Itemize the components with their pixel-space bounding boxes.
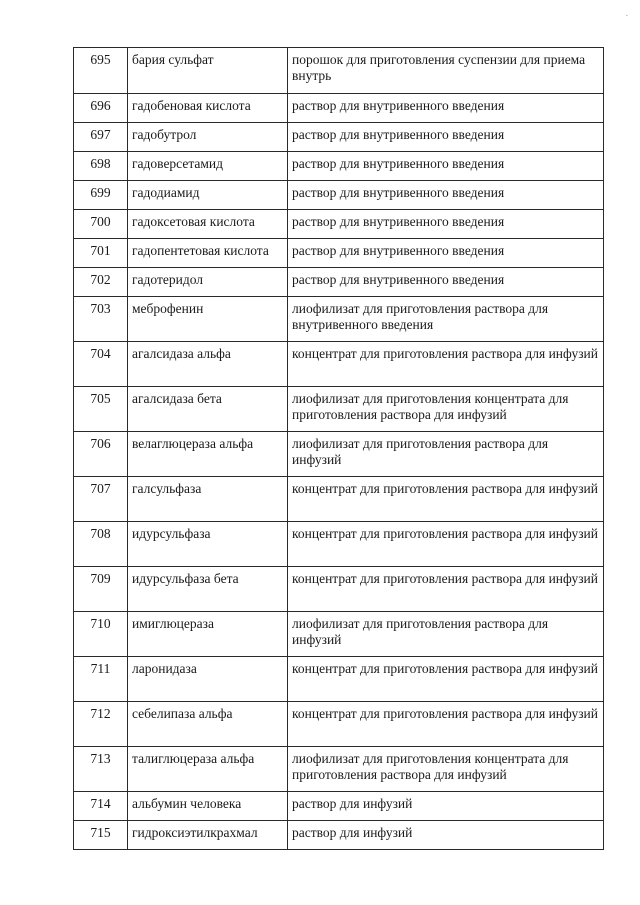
drug-name: гадоксетовая кислота (128, 210, 288, 239)
row-number: 704 (74, 342, 128, 387)
dosage-form: раствор для внутривенного введения (288, 268, 604, 297)
drug-name: ларонидаза (128, 657, 288, 702)
row-number: 705 (74, 387, 128, 432)
drug-registry-table (73, 47, 604, 850)
dosage-form: концентрат для приготовления раствора для инфузий (288, 522, 604, 567)
row-number: 695 (74, 48, 128, 94)
dosage-form: концентрат для приготовления раствора для инфузий (288, 567, 604, 612)
drug-name: гадобеновая кислота (128, 94, 288, 123)
page-corner-mark: . (625, 8, 628, 18)
dosage-form: раствор для внутривенного введения (288, 181, 604, 210)
dosage-form: лиофилизат для приготовления концентрата для приготовления раствора для инфузий (288, 387, 604, 432)
table-row (74, 123, 604, 152)
drug-name: идурсульфаза бета (128, 567, 288, 612)
dosage-form: раствор для инфузий (288, 821, 604, 850)
table-row (74, 152, 604, 181)
dosage-form: лиофилизат для приготовления концентрата для приготовления раствора для инфузий (288, 747, 604, 792)
drug-name: талиглюцераза альфа (128, 747, 288, 792)
drug-name: гадоверсетамид (128, 152, 288, 181)
dosage-form: концентрат для приготовления раствора для инфузий (288, 702, 604, 747)
dosage-form: раствор для инфузий (288, 792, 604, 821)
table-row (74, 268, 604, 297)
drug-name: меброфенин (128, 297, 288, 342)
row-number: 699 (74, 181, 128, 210)
dosage-form: порошок для приготовления суспензии для приема внутрь (288, 48, 604, 94)
table-row (74, 94, 604, 123)
row-number: 701 (74, 239, 128, 268)
drug-name: идурсульфаза (128, 522, 288, 567)
dosage-form: лиофилизат для приготовления раствора для инфузий (288, 612, 604, 657)
row-number: 700 (74, 210, 128, 239)
drug-name: гадотеридол (128, 268, 288, 297)
row-number: 715 (74, 821, 128, 850)
drug-name: гадобутрол (128, 123, 288, 152)
table-row (74, 342, 604, 387)
drug-name: велаглюцераза альфа (128, 432, 288, 477)
table-row (74, 387, 604, 432)
drug-name: гадопентетовая кислота (128, 239, 288, 268)
dosage-form: раствор для внутривенного введения (288, 152, 604, 181)
drug-name: агалсидаза альфа (128, 342, 288, 387)
table-row (74, 297, 604, 342)
row-number: 702 (74, 268, 128, 297)
dosage-form: раствор для внутривенного введения (288, 210, 604, 239)
row-number: 707 (74, 477, 128, 522)
table-row (74, 612, 604, 657)
table-row (74, 477, 604, 522)
drug-name: галсульфаза (128, 477, 288, 522)
row-number: 709 (74, 567, 128, 612)
row-number: 714 (74, 792, 128, 821)
table-row (74, 702, 604, 747)
table-row (74, 657, 604, 702)
drug-name: агалсидаза бета (128, 387, 288, 432)
row-number: 697 (74, 123, 128, 152)
dosage-form: раствор для внутривенного введения (288, 123, 604, 152)
table-row (74, 239, 604, 268)
drug-name: имиглюцераза (128, 612, 288, 657)
table-row (74, 48, 604, 94)
table-row (74, 432, 604, 477)
dosage-form: концентрат для приготовления раствора для инфузий (288, 477, 604, 522)
dosage-form: концентрат для приготовления раствора для инфузий (288, 657, 604, 702)
drug-name: себелипаза альфа (128, 702, 288, 747)
drug-name: альбумин человека (128, 792, 288, 821)
table-row (74, 821, 604, 850)
row-number: 698 (74, 152, 128, 181)
row-number: 706 (74, 432, 128, 477)
row-number: 711 (74, 657, 128, 702)
drug-name: бария сульфат (128, 48, 288, 94)
table-row (74, 567, 604, 612)
dosage-form: лиофилизат для приготовления раствора для внутривенного введения (288, 297, 604, 342)
row-number: 710 (74, 612, 128, 657)
dosage-form: раствор для внутривенного введения (288, 239, 604, 268)
row-number: 696 (74, 94, 128, 123)
row-number: 708 (74, 522, 128, 567)
dosage-form: концентрат для приготовления раствора для инфузий (288, 342, 604, 387)
dosage-form: лиофилизат для приготовления раствора для инфузий (288, 432, 604, 477)
dosage-form: раствор для внутривенного введения (288, 94, 604, 123)
table-row (74, 792, 604, 821)
table-row (74, 522, 604, 567)
drug-name: гидроксиэтилкрахмал (128, 821, 288, 850)
table-row (74, 181, 604, 210)
table-row (74, 210, 604, 239)
row-number: 712 (74, 702, 128, 747)
table-row (74, 747, 604, 792)
drug-name: гадодиамид (128, 181, 288, 210)
row-number: 703 (74, 297, 128, 342)
row-number: 713 (74, 747, 128, 792)
